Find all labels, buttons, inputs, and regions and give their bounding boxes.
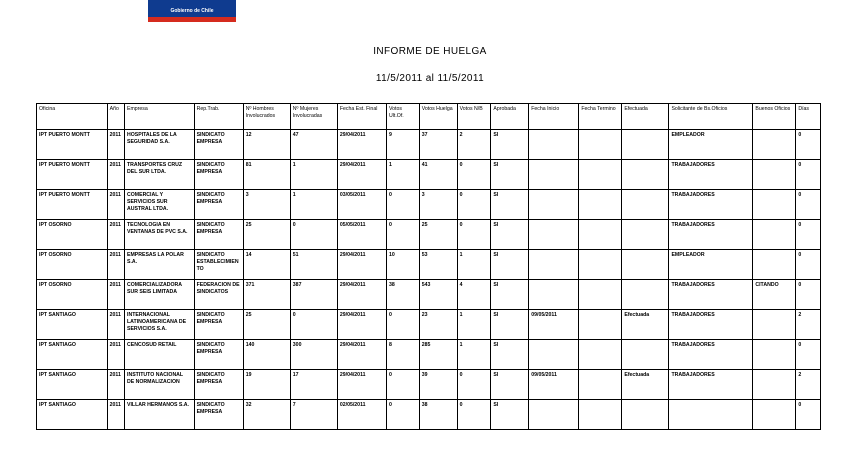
table-cell: 23 bbox=[419, 310, 457, 340]
column-header: Año bbox=[107, 104, 124, 130]
table-cell: 2 bbox=[796, 310, 821, 340]
table-cell: 38 bbox=[419, 400, 457, 430]
table-cell: IPT OSORNO bbox=[37, 250, 108, 280]
table-cell: 2011 bbox=[107, 310, 124, 340]
table-cell: TRABAJADORES bbox=[669, 190, 753, 220]
table-cell bbox=[529, 250, 579, 280]
table-cell bbox=[579, 160, 622, 190]
table-cell bbox=[753, 220, 796, 250]
table-cell bbox=[753, 130, 796, 160]
table-cell bbox=[579, 130, 622, 160]
table-row bbox=[37, 220, 821, 250]
table-cell: 0 bbox=[387, 370, 420, 400]
table-cell bbox=[529, 340, 579, 370]
logo-text: Gobierno de Chile bbox=[170, 8, 214, 14]
table-cell: 10 bbox=[387, 250, 420, 280]
table-cell: SI bbox=[491, 370, 529, 400]
table-cell: 1 bbox=[387, 160, 420, 190]
table-cell: CITANDO bbox=[753, 280, 796, 310]
table-cell: 9 bbox=[387, 130, 420, 160]
table-cell: 14 bbox=[243, 250, 290, 280]
table-cell bbox=[579, 190, 622, 220]
table-cell: SINDICATO EMPRESA bbox=[194, 190, 243, 220]
table-cell: Efectuada bbox=[622, 370, 669, 400]
table-cell: SI bbox=[491, 340, 529, 370]
table-cell: COMERCIAL Y SERVICIOS SUR AUSTRAL LTDA. bbox=[125, 190, 195, 220]
table-cell bbox=[622, 130, 669, 160]
table-cell: SINDICATO EMPRESA bbox=[194, 220, 243, 250]
table-cell: SINDICATO ESTABLECIMIENTO bbox=[194, 250, 243, 280]
table-cell: SINDICATO EMPRESA bbox=[194, 130, 243, 160]
table-cell: 02/05/2011 bbox=[337, 400, 386, 430]
table-cell: 1 bbox=[457, 310, 491, 340]
table-cell: INSTITUTO NACIONAL DE NORMALIZACION bbox=[125, 370, 195, 400]
table-cell: TRABAJADORES bbox=[669, 340, 753, 370]
table-cell: TRABAJADORES bbox=[669, 160, 753, 190]
table-cell bbox=[622, 250, 669, 280]
table-cell: 0 bbox=[457, 220, 491, 250]
table-cell: 0 bbox=[457, 160, 491, 190]
table-cell: HOSPITALES DE LA SEGURIDAD S.A. bbox=[125, 130, 195, 160]
table-cell: 371 bbox=[243, 280, 290, 310]
table-cell: 29/04/2011 bbox=[337, 160, 386, 190]
table-cell: IPT PUERTO MONTT bbox=[37, 190, 108, 220]
table-cell: 285 bbox=[419, 340, 457, 370]
table-cell: 25 bbox=[243, 220, 290, 250]
table-cell bbox=[529, 190, 579, 220]
table-cell: 29/04/2011 bbox=[337, 370, 386, 400]
table-cell bbox=[579, 280, 622, 310]
table-cell: IPT SANTIAGO bbox=[37, 400, 108, 430]
table-cell: 32 bbox=[243, 400, 290, 430]
table-cell: IPT OSORNO bbox=[37, 280, 108, 310]
table-cell: 3 bbox=[419, 190, 457, 220]
table-cell: 0 bbox=[457, 370, 491, 400]
table-cell: Efectuada bbox=[622, 310, 669, 340]
table-cell bbox=[529, 400, 579, 430]
table-cell bbox=[529, 280, 579, 310]
table-cell: SINDICATO EMPRESA bbox=[194, 370, 243, 400]
table-cell bbox=[753, 310, 796, 340]
table-cell: 29/04/2011 bbox=[337, 340, 386, 370]
table-header-row bbox=[37, 104, 821, 130]
table-cell: 2 bbox=[457, 130, 491, 160]
table-cell: 543 bbox=[419, 280, 457, 310]
table-cell: 47 bbox=[290, 130, 337, 160]
table-cell: 51 bbox=[290, 250, 337, 280]
column-header: Votos Ult.Of. bbox=[387, 104, 420, 130]
table-cell: 0 bbox=[796, 400, 821, 430]
table-cell: SI bbox=[491, 130, 529, 160]
table-cell: 7 bbox=[290, 400, 337, 430]
report-date-range: 11/5/2011 al 11/5/2011 bbox=[375, 73, 485, 84]
table-cell bbox=[529, 220, 579, 250]
table-cell bbox=[529, 160, 579, 190]
table-row bbox=[37, 310, 821, 340]
table-cell: TRABAJADORES bbox=[669, 370, 753, 400]
table-cell: 0 bbox=[796, 130, 821, 160]
table-cell: 0 bbox=[796, 190, 821, 220]
table-cell: 2011 bbox=[107, 130, 124, 160]
column-header: Nº Mujeres Involucradas bbox=[290, 104, 337, 130]
column-header: Aprobada bbox=[491, 104, 529, 130]
table-row bbox=[37, 160, 821, 190]
table-cell bbox=[622, 220, 669, 250]
table-cell: SINDICATO EMPRESA bbox=[194, 400, 243, 430]
column-header: Votos Huelga bbox=[419, 104, 457, 130]
table-cell: 81 bbox=[243, 160, 290, 190]
table-cell: 3 bbox=[243, 190, 290, 220]
table-cell: 0 bbox=[387, 190, 420, 220]
table-cell: SI bbox=[491, 310, 529, 340]
table-cell: 0 bbox=[387, 310, 420, 340]
table-cell: CENCOSUD RETAIL bbox=[125, 340, 195, 370]
table-cell: EMPLEADOR bbox=[669, 130, 753, 160]
table-cell: SINDICATO EMPRESA bbox=[194, 160, 243, 190]
strike-table bbox=[36, 103, 821, 430]
table-cell bbox=[622, 400, 669, 430]
table-cell: 25 bbox=[419, 220, 457, 250]
table-cell: 2011 bbox=[107, 340, 124, 370]
table-cell: 37 bbox=[419, 130, 457, 160]
column-header: Votos N/B bbox=[457, 104, 491, 130]
table-body bbox=[37, 130, 821, 430]
table-cell: 0 bbox=[387, 220, 420, 250]
table-cell: IPT SANTIAGO bbox=[37, 310, 108, 340]
table-row bbox=[37, 280, 821, 310]
table-cell: 25 bbox=[243, 310, 290, 340]
column-header: Rep.Trab. bbox=[194, 104, 243, 130]
table-cell bbox=[753, 400, 796, 430]
table-cell bbox=[622, 280, 669, 310]
table-cell bbox=[622, 340, 669, 370]
table-cell: 39 bbox=[419, 370, 457, 400]
table-cell: 2011 bbox=[107, 220, 124, 250]
table-cell: SI bbox=[491, 280, 529, 310]
table-cell: TRABAJADORES bbox=[669, 220, 753, 250]
table-cell: 2011 bbox=[107, 280, 124, 310]
table-cell: 1 bbox=[290, 190, 337, 220]
table-cell: 53 bbox=[419, 250, 457, 280]
table-row bbox=[37, 340, 821, 370]
table-cell: IPT PUERTO MONTT bbox=[37, 130, 108, 160]
table-cell: SI bbox=[491, 190, 529, 220]
table-cell: 2011 bbox=[107, 400, 124, 430]
table-cell: 0 bbox=[290, 310, 337, 340]
table-cell bbox=[753, 190, 796, 220]
table-cell: 38 bbox=[387, 280, 420, 310]
table-cell bbox=[753, 250, 796, 280]
table-cell: 2011 bbox=[107, 160, 124, 190]
table-cell: IPT OSORNO bbox=[37, 220, 108, 250]
table-cell: SI bbox=[491, 400, 529, 430]
table-cell: FEDERACION DE SINDICATOS bbox=[194, 280, 243, 310]
table-cell: 2011 bbox=[107, 250, 124, 280]
column-header: Nº Hombres Involucrados bbox=[243, 104, 290, 130]
column-header: Días bbox=[796, 104, 821, 130]
table-cell: 0 bbox=[796, 220, 821, 250]
table-cell: 140 bbox=[243, 340, 290, 370]
table-cell bbox=[753, 160, 796, 190]
table-cell: 05/05/2011 bbox=[337, 220, 386, 250]
table-cell: TRABAJADORES bbox=[669, 310, 753, 340]
table-cell: 29/04/2011 bbox=[337, 130, 386, 160]
table-cell: 09/05/2011 bbox=[529, 310, 579, 340]
table-row bbox=[37, 130, 821, 160]
column-header: Fecha Termino bbox=[579, 104, 622, 130]
table-cell: 29/04/2011 bbox=[337, 280, 386, 310]
table-cell: 300 bbox=[290, 340, 337, 370]
table-cell bbox=[579, 370, 622, 400]
column-header: Fecha Inicio bbox=[529, 104, 579, 130]
table-cell: 19 bbox=[243, 370, 290, 400]
table-cell bbox=[753, 340, 796, 370]
table-cell: 0 bbox=[796, 250, 821, 280]
table-row bbox=[37, 250, 821, 280]
table-cell: INTERNACIONAL LATINOAMERICANA DE SERVICIOS S.A. bbox=[125, 310, 195, 340]
table-cell: TECNOLOGIA EN VENTANAS DE PVC S.A. bbox=[125, 220, 195, 250]
table-cell: 41 bbox=[419, 160, 457, 190]
report-title: INFORME DE HUELGA bbox=[373, 46, 487, 57]
table-cell: IPT SANTIAGO bbox=[37, 340, 108, 370]
table-cell: 29/04/2011 bbox=[337, 250, 386, 280]
table-cell: 29/04/2011 bbox=[337, 310, 386, 340]
table-cell: 4 bbox=[457, 280, 491, 310]
table-cell: 2011 bbox=[107, 370, 124, 400]
table-row bbox=[37, 190, 821, 220]
table-cell: EMPRESAS LA POLAR S.A. bbox=[125, 250, 195, 280]
table-cell bbox=[579, 340, 622, 370]
table-cell: SINDICATO EMPRESA bbox=[194, 310, 243, 340]
table-cell: VILLAR HERMANOS S.A. bbox=[125, 400, 195, 430]
table-cell: 1 bbox=[457, 340, 491, 370]
column-header: Buenos Oficios bbox=[753, 104, 796, 130]
table-cell: EMPLEADOR bbox=[669, 250, 753, 280]
table-cell: SI bbox=[491, 160, 529, 190]
table-cell bbox=[669, 400, 753, 430]
table-cell: COMERCIALIZADORA SUR SEIS LIMITADA bbox=[125, 280, 195, 310]
table-cell: SI bbox=[491, 220, 529, 250]
table-cell: 8 bbox=[387, 340, 420, 370]
table-cell bbox=[579, 400, 622, 430]
table-cell: 0 bbox=[457, 400, 491, 430]
table-cell bbox=[579, 220, 622, 250]
table-cell: 2011 bbox=[107, 190, 124, 220]
column-header: Solicitante de Bs.Oficios bbox=[669, 104, 753, 130]
table-cell: 0 bbox=[290, 220, 337, 250]
table-cell: 09/05/2011 bbox=[529, 370, 579, 400]
table-cell: 0 bbox=[387, 400, 420, 430]
table-cell: TRANSPORTES CRUZ DEL SUR LTDA. bbox=[125, 160, 195, 190]
table-cell: 0 bbox=[457, 190, 491, 220]
gobierno-logo bbox=[148, 0, 236, 22]
table-cell: 12 bbox=[243, 130, 290, 160]
table-cell bbox=[529, 130, 579, 160]
table-cell bbox=[622, 190, 669, 220]
table-cell: SINDICATO EMPRESA bbox=[194, 340, 243, 370]
table-cell: 0 bbox=[796, 280, 821, 310]
table-cell bbox=[579, 250, 622, 280]
table-cell: 2 bbox=[796, 370, 821, 400]
table-cell: IPT PUERTO MONTT bbox=[37, 160, 108, 190]
table-row bbox=[37, 370, 821, 400]
column-header: Efectuada bbox=[622, 104, 669, 130]
column-header: Fecha Est. Final bbox=[337, 104, 386, 130]
table-cell: 0 bbox=[796, 160, 821, 190]
table-cell: 17 bbox=[290, 370, 337, 400]
table-cell: TRABAJADORES bbox=[669, 280, 753, 310]
table-cell bbox=[579, 310, 622, 340]
table-cell: 387 bbox=[290, 280, 337, 310]
column-header: Oficina bbox=[37, 104, 108, 130]
table-cell: 1 bbox=[457, 250, 491, 280]
table-cell: 03/05/2011 bbox=[337, 190, 386, 220]
table-cell: 0 bbox=[796, 340, 821, 370]
table-cell bbox=[753, 370, 796, 400]
table-row bbox=[37, 400, 821, 430]
table-cell: SI bbox=[491, 250, 529, 280]
table-cell: 1 bbox=[290, 160, 337, 190]
column-header: Empresa bbox=[125, 104, 195, 130]
table-cell: IPT SANTIAGO bbox=[37, 370, 108, 400]
table-cell bbox=[622, 160, 669, 190]
